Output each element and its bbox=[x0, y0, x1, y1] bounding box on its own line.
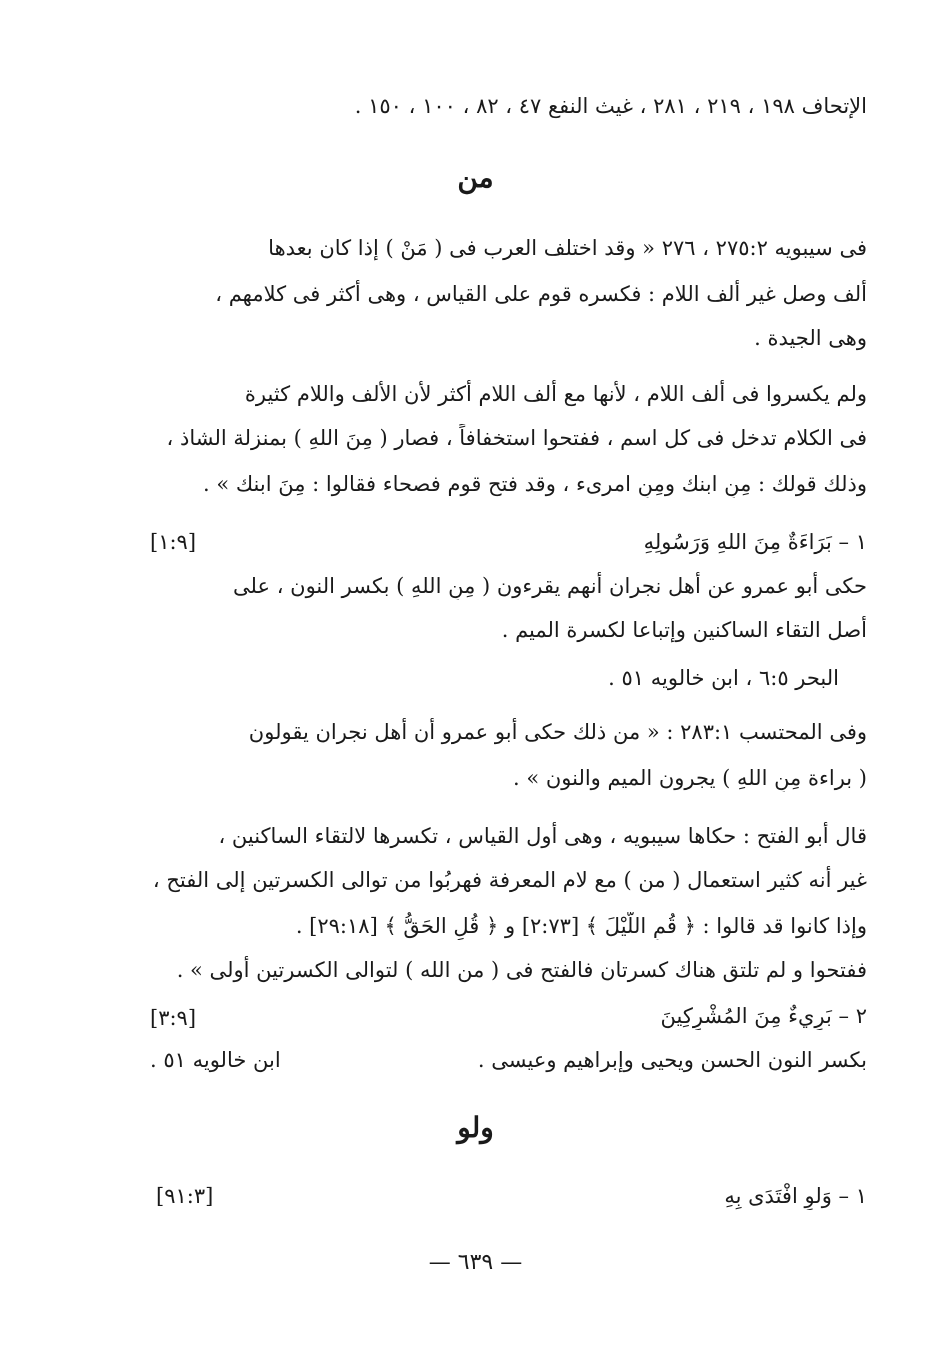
verse-reference: [٩١:٣] bbox=[156, 1184, 214, 1208]
paragraph-line: حكى أبو عمرو عن أهل نجران أنهم يقرءون ( مِنِ اللهِ ) بكسر النون ، على bbox=[233, 574, 867, 598]
section-heading-min: من bbox=[457, 161, 494, 194]
quran-verse: ١ – وَلوِ افْتَدَى بِهِ bbox=[724, 1184, 867, 1208]
paragraph-line: قال أبو الفتح : حكاها سيبويه ، وهى أول القياس ، تكسرها لالتقاء الساكنين ، bbox=[218, 824, 867, 848]
paragraph-line: ( براءة مِنِ اللهِ ) يجرون الميم والنون » . bbox=[512, 766, 867, 790]
quran-verse: ٢ – بَرِيءٌ مِنَ المُشْرِكِينَ bbox=[660, 1004, 867, 1028]
paragraph-line: وهى الجيدة . bbox=[754, 326, 867, 350]
paragraph-line: وفى المحتسب ٢٨٣:١ : « من ذلك حكى أبو عمرو أن أهل نجران يقولون bbox=[248, 720, 867, 744]
quran-verse: ١ – بَرَاءَةٌ مِنَ اللهِ وَرَسُولِهِ bbox=[643, 530, 867, 554]
source-citation: ابن خالويه ٥١ . bbox=[150, 1048, 281, 1072]
verse-reference: [٣:٩] bbox=[150, 1006, 197, 1030]
paragraph-line: فى الكلام تدخل فى كل اسم ، ففتحوا استخفافاً ، فصار ( مِنَ اللهِ ) بمنزلة الشاذ ، bbox=[166, 426, 867, 450]
paragraph-line: وإذا كانوا قد قالوا : ﴿ قُمِ اللَّيْلَ ﴾ [٢:٧٣] و ﴿ قُلِ الحَقُّ ﴾ [٢٩:١٨] . bbox=[295, 914, 867, 938]
paragraph-line: غير أنه كثير استعمال ( من ) مع لام المعرفة فهربُوا من توالى الكسرتين إلى الفتح ، bbox=[152, 868, 867, 892]
paragraph-line: ففتحوا و لم تلتق هناك كسرتان فالفتح فى ( من الله ) لتوالى الكسرتين أولى » . bbox=[176, 958, 867, 982]
paragraph-line: ولم يكسروا فى ألف اللام ، لأنها مع ألف اللام أكثر لأن الألف واللام كثيرة bbox=[244, 382, 867, 406]
readers-line: بكسر النون الحسن ويحيى وإبراهيم وعيسى . bbox=[477, 1048, 867, 1072]
paragraph-line: ألف وصل غير ألف اللام : فكسره قوم على القياس ، وهى أكثر فى كلامهم ، bbox=[215, 282, 867, 306]
paragraph-line: وذلك قولك : مِنِ ابنك ومِنِ امرىء ، وقد فتح قوم فصحاء فقالوا : مِنَ ابنك » . bbox=[202, 472, 867, 496]
references-line: الإتحاف ١٩٨ ، ٢١٩ ، ٢٨١ ، غيث النفع ٤٧ ، ٨٢ ، ١٠٠ ، ١٥٠ . bbox=[354, 94, 867, 118]
verse-reference: [١:٩] bbox=[150, 530, 197, 554]
page-number: — ٦٣٩ — bbox=[428, 1250, 523, 1275]
section-heading-walaw: ولو bbox=[457, 1111, 494, 1144]
paragraph-line: أصل التقاء الساكنين وإتباعا لكسرة الميم . bbox=[501, 618, 867, 642]
source-citation: البحر ٦:٥ ، ابن خالويه ٥١ . bbox=[608, 666, 839, 690]
paragraph-line: فى سيبويه ٢٧٥:٢ ، ٢٧٦ « وقد اختلف العرب فى ( مَنْ ) إذا كان بعدها bbox=[268, 236, 867, 260]
